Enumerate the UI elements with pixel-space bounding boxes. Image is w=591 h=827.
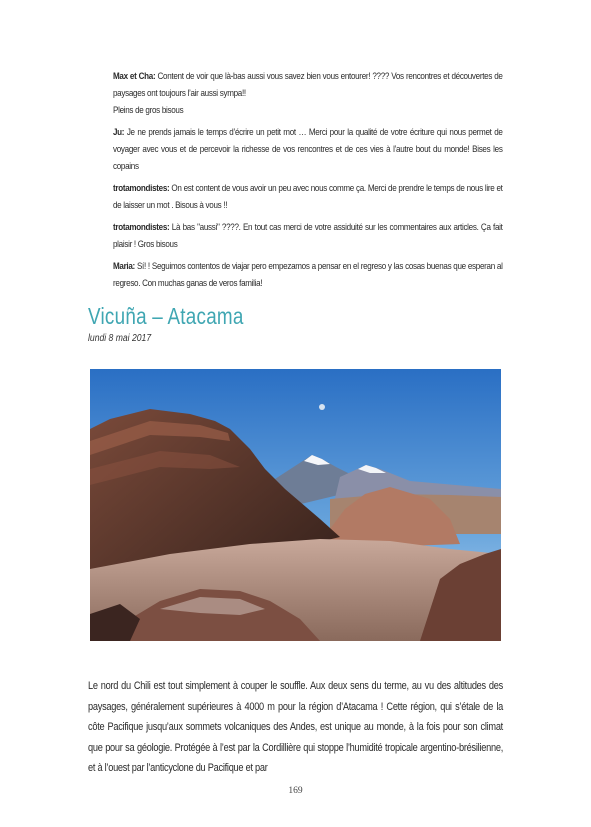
comment-text: Content de voir que là-bas aussi vous savez bien vous entourer! ???? Vos rencontres et découvertes de paysages ont toujours l’air aussi sympa!!: [113, 70, 503, 98]
article-body: Le nord du Chili est tout simplement à couper le souffle. Aux deux sens du terme, au vu des altitudes des paysages, généralement supérieures à 4000 m pour la région d’Atacama ! Cette région, qui s’étale de la côte Pacifique jusqu’aux sommets volcaniques des Andes, est unique au monde, à la fois pour son climat que pour sa géologie. Protégée à l’est par la Cordillière qui stoppe l’humidité tropicale argentino-brésilienne, et à l’ouest par l’anticyclone du Pacifique et par: [88, 680, 503, 774]
comment-0: [113, 67, 503, 118]
comment-2: [113, 179, 503, 213]
page-number: 169: [288, 786, 303, 796]
article-title: Vicuña – Atacama: [88, 303, 244, 329]
comments-section: [113, 67, 503, 296]
comment-text: On est content de vous avoir un peu avec nous comme ça. Merci de prendre le temps de nous lire et de laisser un mot . Bisous à vous !!: [113, 182, 503, 210]
article-date: lundi 8 mai 2017: [88, 333, 152, 344]
comment-1: [113, 123, 503, 174]
landscape-photo: [90, 369, 501, 641]
comment-author: Maria:: [113, 260, 135, 271]
comment-author: trotamondistes:: [113, 182, 170, 193]
comment-3: [113, 218, 503, 252]
comment-text: Sí! ! Seguimos contentos de viajar pero empezamos a pensar en el regreso y las cosas buenas que esperan al regreso. Con muchas ganas de veros familia!: [113, 260, 503, 288]
comment-author: Ju:: [113, 126, 125, 137]
comment-author: trotamondistes:: [113, 221, 170, 232]
comment-4: [113, 257, 503, 291]
comment-text-extra: Pleins de gros bisous: [113, 104, 184, 115]
comment-author: Max et Cha:: [113, 70, 156, 81]
comment-text: Là bas "aussi" ????. En tout cas merci de votre assiduité sur les commentaires aux articles. Ça fait plaisir ! Gros bisous: [113, 221, 503, 249]
comment-text: Je ne prends jamais le temps d’écrire un petit mot … Merci pour la qualité de votre écriture qui nous permet de voyager avec vous et de percevoir la richesse de vos rencontres et de ces vies à l’autre bout du monde! Bises les copains: [113, 126, 503, 171]
